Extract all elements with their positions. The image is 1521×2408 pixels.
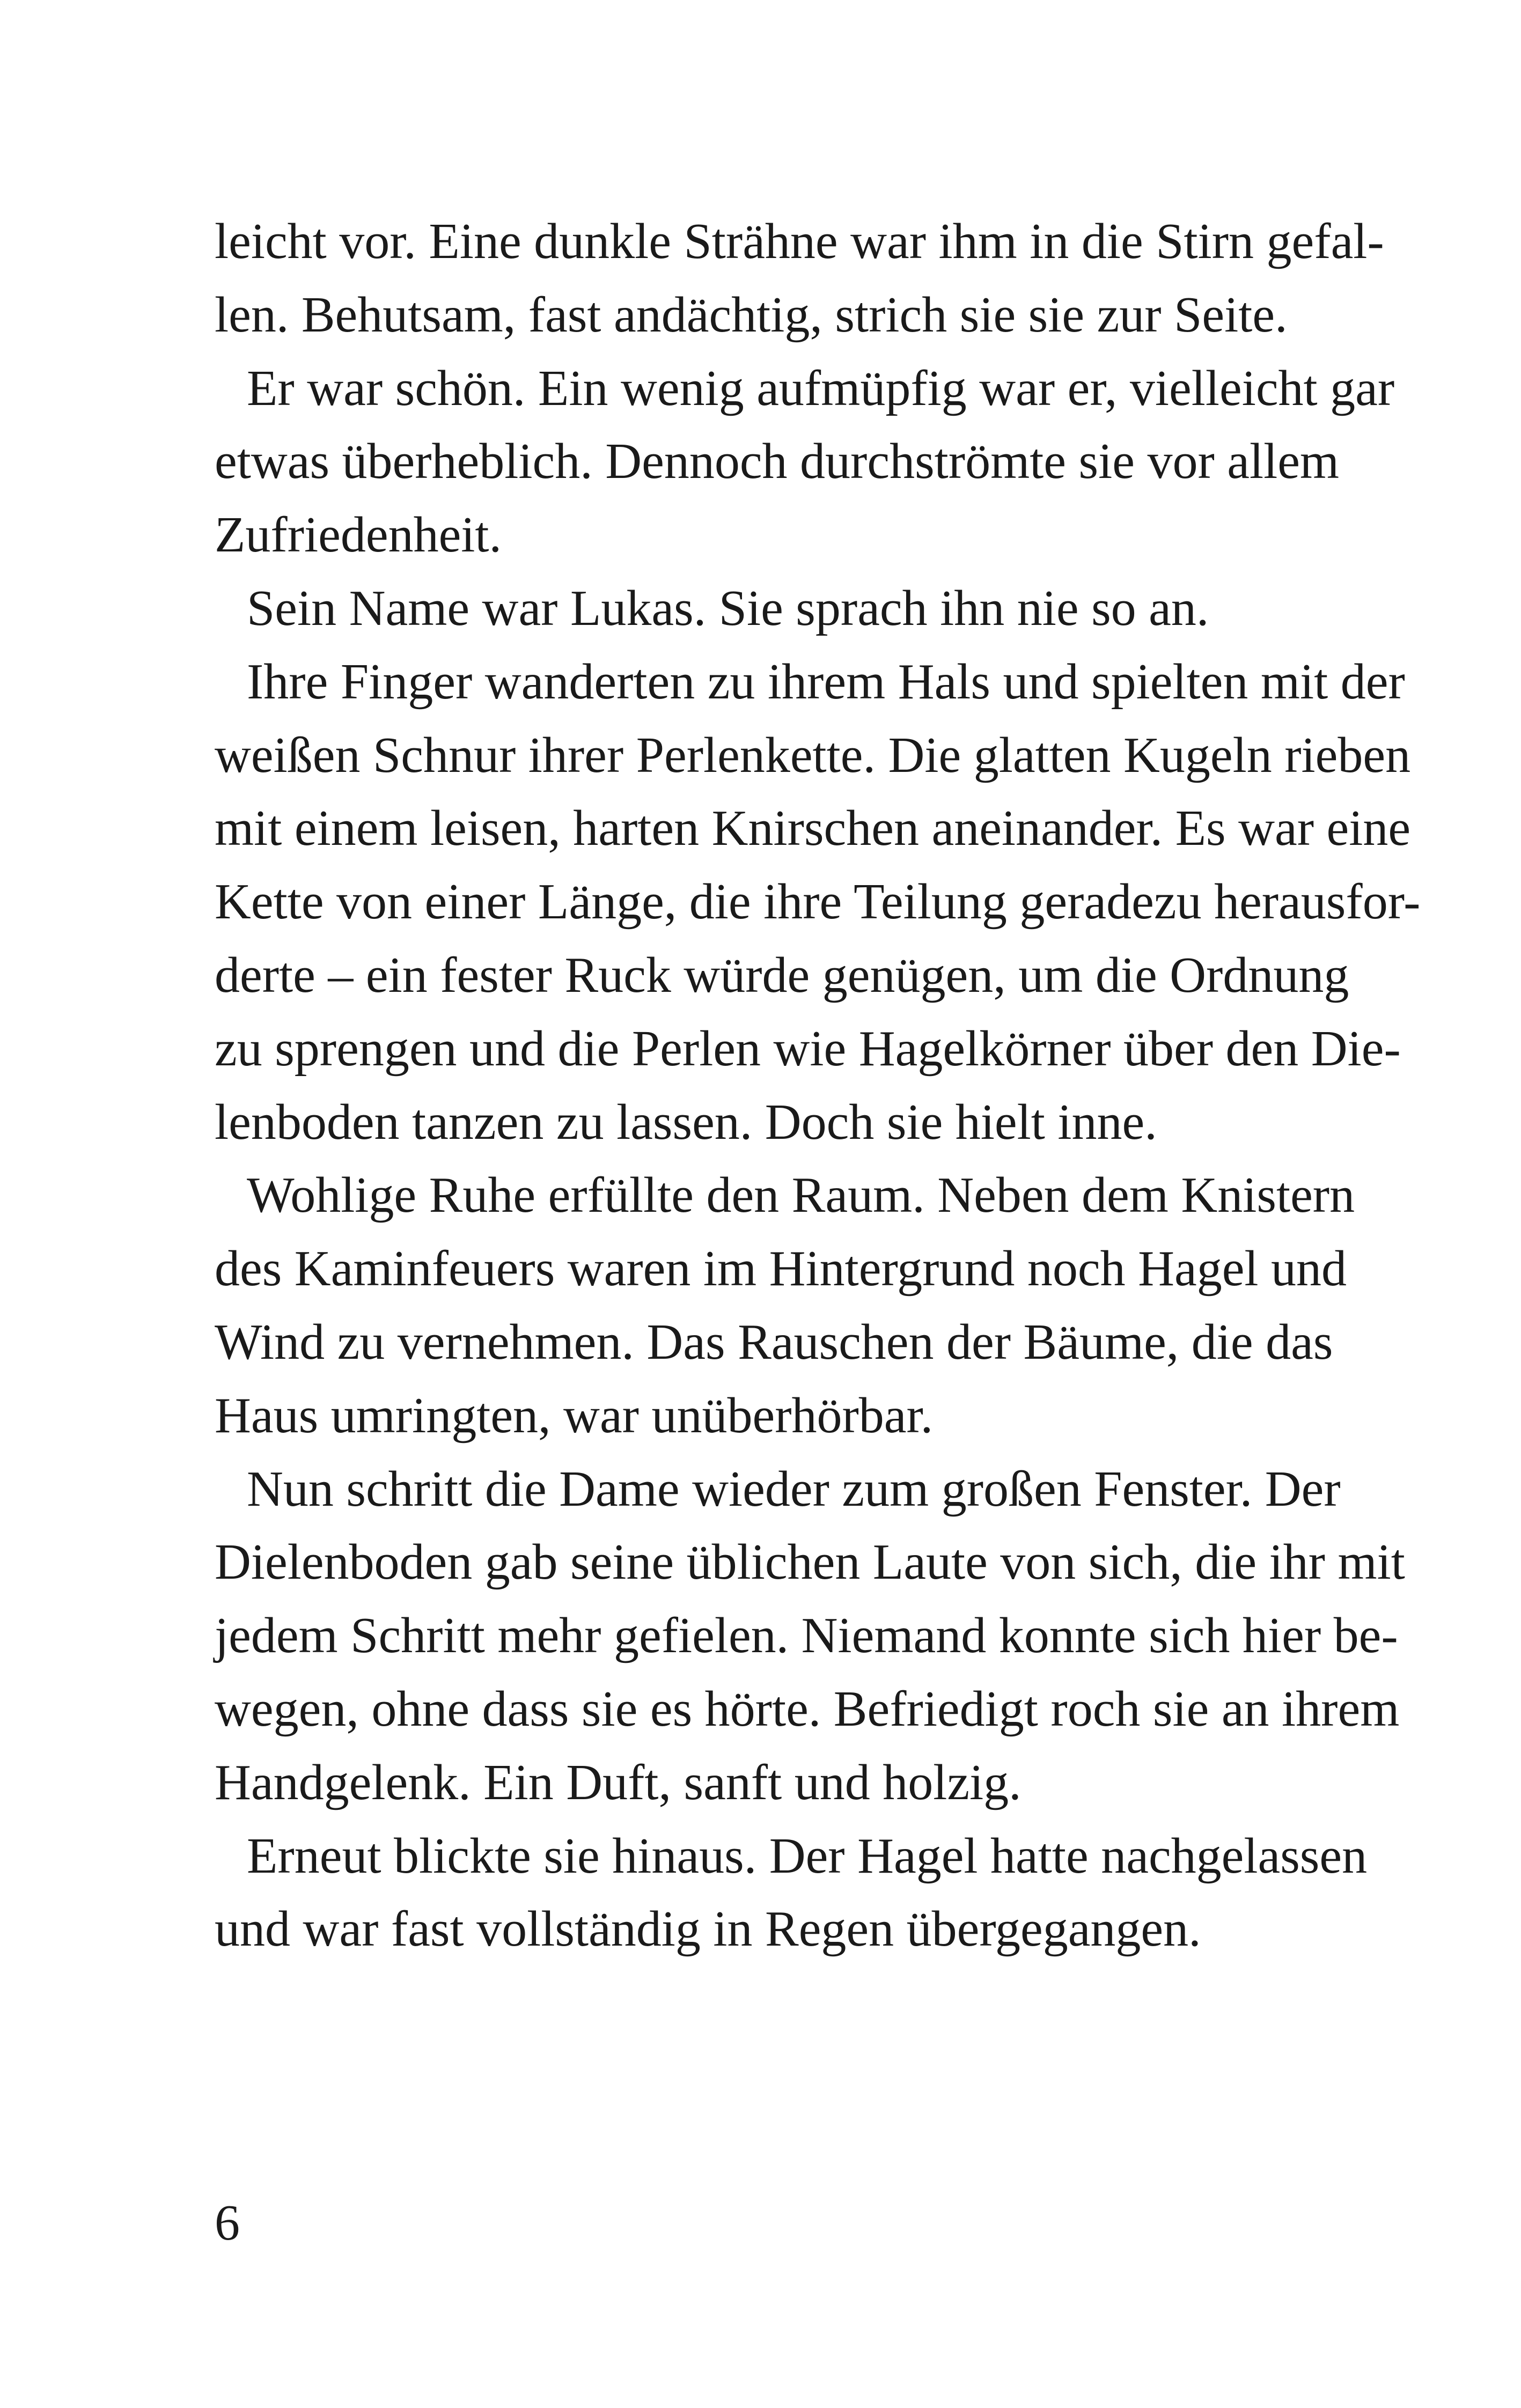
paragraph-6 xyxy=(215,1453,1405,1820)
text-line: zu sprengen und die Perlen wie Hagelkörner über den Die- xyxy=(215,1020,1401,1077)
text-line: weißen Schnur ihrer Perlenkette. Die glatten Kugeln rieben xyxy=(215,727,1411,783)
text-line: und war fast vollständig in Regen übergegangen. xyxy=(215,1901,1201,1957)
text-line: len. Behutsam, fast andächtig, strich sie sie zur Seite. xyxy=(215,286,1288,343)
paragraph-5 xyxy=(215,1159,1355,1452)
text-line: etwas überheblich. Dennoch durchströmte sie vor allem xyxy=(215,433,1340,490)
paragraph-1 xyxy=(215,205,1384,352)
text-line: leicht vor. Eine dunkle Strähne war ihm in die Stirn gefal- xyxy=(215,213,1384,269)
text-line: derte – ein fester Ruck würde genügen, um die Ordnung xyxy=(215,947,1349,1003)
text-line: Handgelenk. Ein Duft, sanft und holzig. xyxy=(215,1754,1022,1810)
text-line: Zufriedenheit. xyxy=(215,507,502,563)
text-line: Erneut blickte sie hinaus. Der Hagel hatte nachgelassen xyxy=(247,1828,1368,1884)
body-text xyxy=(215,205,1421,1966)
text-line: des Kaminfeuers waren im Hintergrund noch Hagel und xyxy=(215,1241,1347,1297)
paragraph-2 xyxy=(215,352,1395,572)
text-line: Nun schritt die Dame wieder zum großen Fenster. Der xyxy=(247,1461,1341,1517)
text-line: Haus umringten, war unüberhörbar. xyxy=(215,1387,934,1444)
text-line: mit einem leisen, harten Knirschen aneinander. Es war eine xyxy=(215,800,1411,857)
text-line: Ihre Finger wanderten zu ihrem Hals und spielten mit der xyxy=(247,653,1405,710)
text-line: jedem Schritt mehr gefielen. Niemand konnte sich hier be- xyxy=(215,1608,1398,1664)
page-number: 6 xyxy=(215,2195,240,2251)
paragraph-3 xyxy=(215,572,1314,645)
text-line: Dielenboden gab seine üblichen Laute von sich, die ihr mit xyxy=(215,1534,1405,1590)
paragraph-4 xyxy=(215,645,1421,1159)
text-line: Er war schön. Ein wenig aufmüpfig war er, vielleicht gar xyxy=(247,360,1395,416)
text-line: wegen, ohne dass sie es hörte. Befriedigt roch sie an ihrem xyxy=(215,1681,1400,1737)
text-line: Kette von einer Länge, die ihre Teilung geradezu herausfor- xyxy=(215,874,1421,930)
paragraph-7 xyxy=(215,1820,1368,1967)
text-line: Wind zu vernehmen. Das Rauschen der Bäume, die das xyxy=(215,1314,1333,1370)
text-line: Wohlige Ruhe erfüllte den Raum. Neben dem Knistern xyxy=(247,1167,1355,1224)
text-line: lenboden tanzen zu lassen. Doch sie hielt inne. xyxy=(215,1094,1157,1150)
text-line: Sein Name war Lukas. Sie sprach ihn nie so an. xyxy=(247,580,1209,636)
